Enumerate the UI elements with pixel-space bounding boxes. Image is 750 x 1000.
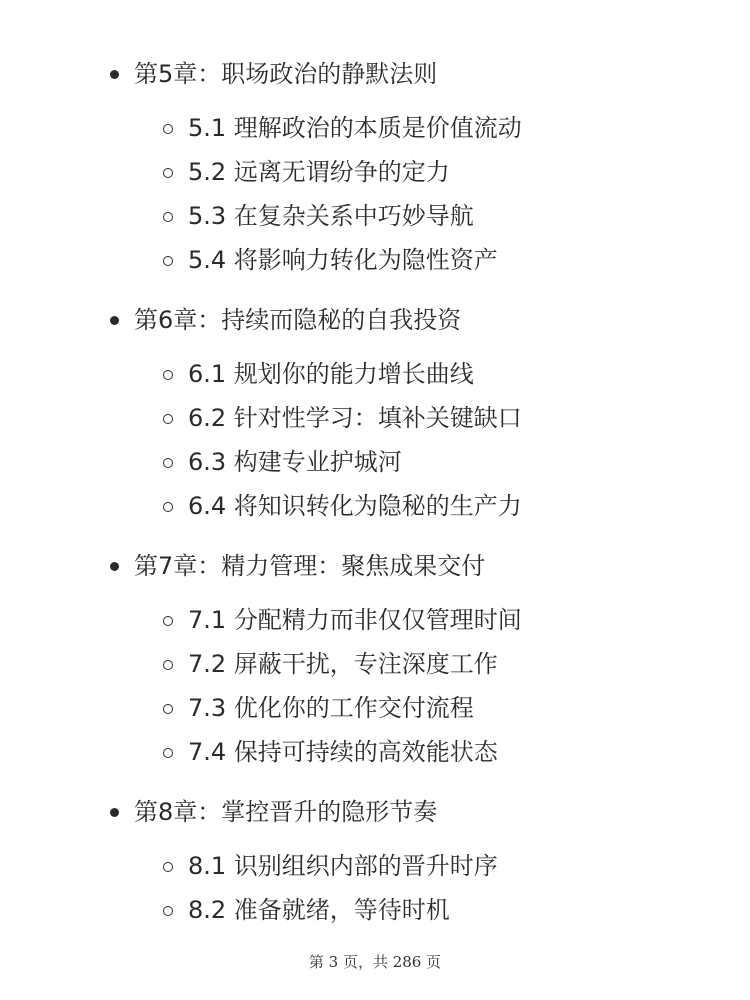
section-item	[0, 848, 750, 888]
section-title: 5.3 在复杂关系中巧妙导航	[188, 202, 474, 230]
section-item	[0, 198, 750, 238]
section-item	[0, 690, 750, 730]
circle-bullet-icon	[163, 168, 173, 178]
section-item	[0, 154, 750, 194]
section-title: 5.2 远离无谓纷争的定力	[188, 158, 450, 186]
section-title: 6.4 将知识转化为隐秘的生产力	[188, 492, 522, 520]
section-item	[0, 646, 750, 686]
disc-bullet-icon	[110, 808, 119, 817]
circle-bullet-icon	[163, 704, 173, 714]
section-item	[0, 110, 750, 150]
circle-bullet-icon	[163, 906, 173, 916]
section-item	[0, 734, 750, 774]
chapter-item	[0, 299, 750, 343]
disc-bullet-icon	[110, 70, 119, 79]
section-title: 7.2 屏蔽干扰，专注深度工作	[188, 650, 498, 678]
circle-bullet-icon	[163, 862, 173, 872]
chapter-7	[0, 545, 750, 766]
section-item	[0, 892, 750, 932]
circle-bullet-icon	[163, 502, 173, 512]
chapter-6	[0, 299, 750, 520]
chapter-8	[0, 791, 750, 924]
circle-bullet-icon	[163, 124, 173, 134]
chapter-item	[0, 545, 750, 589]
chapter-5	[0, 53, 750, 274]
section-title: 5.1 理解政治的本质是价值流动	[188, 114, 522, 142]
circle-bullet-icon	[163, 212, 173, 222]
section-item	[0, 400, 750, 440]
circle-bullet-icon	[163, 748, 173, 758]
circle-bullet-icon	[163, 414, 173, 424]
section-title: 7.3 优化你的工作交付流程	[188, 694, 474, 722]
chapter-title: 第8章：掌控晋升的隐形节奏	[134, 798, 438, 826]
page-number-footer: 第 3 页，共 286 页	[308, 953, 442, 971]
section-item	[0, 242, 750, 282]
section-item	[0, 602, 750, 642]
chapter-title: 第7章：精力管理：聚焦成果交付	[134, 552, 486, 580]
chapter-title: 第5章：职场政治的静默法则	[134, 60, 438, 88]
section-title: 8.2 准备就绪，等待时机	[188, 896, 450, 924]
section-title: 7.1 分配精力而非仅仅管理时间	[188, 606, 522, 634]
section-item	[0, 356, 750, 396]
circle-bullet-icon	[163, 616, 173, 626]
chapter-item	[0, 791, 750, 835]
chapter-item	[0, 53, 750, 97]
section-title: 5.4 将影响力转化为隐性资产	[188, 246, 498, 274]
disc-bullet-icon	[110, 562, 119, 571]
section-title: 6.2 针对性学习：填补关键缺口	[188, 404, 522, 432]
disc-bullet-icon	[110, 316, 119, 325]
section-title: 8.1 识别组织内部的晋升时序	[188, 852, 498, 880]
section-title: 6.1 规划你的能力增长曲线	[188, 360, 474, 388]
section-item	[0, 444, 750, 484]
section-title: 7.4 保持可持续的高效能状态	[188, 738, 498, 766]
section-title: 6.3 构建专业护城河	[188, 448, 402, 476]
circle-bullet-icon	[163, 370, 173, 380]
chapter-title: 第6章：持续而隐秘的自我投资	[134, 306, 462, 334]
circle-bullet-icon	[163, 458, 173, 468]
circle-bullet-icon	[163, 256, 173, 266]
circle-bullet-icon	[163, 660, 173, 670]
section-item	[0, 488, 750, 528]
